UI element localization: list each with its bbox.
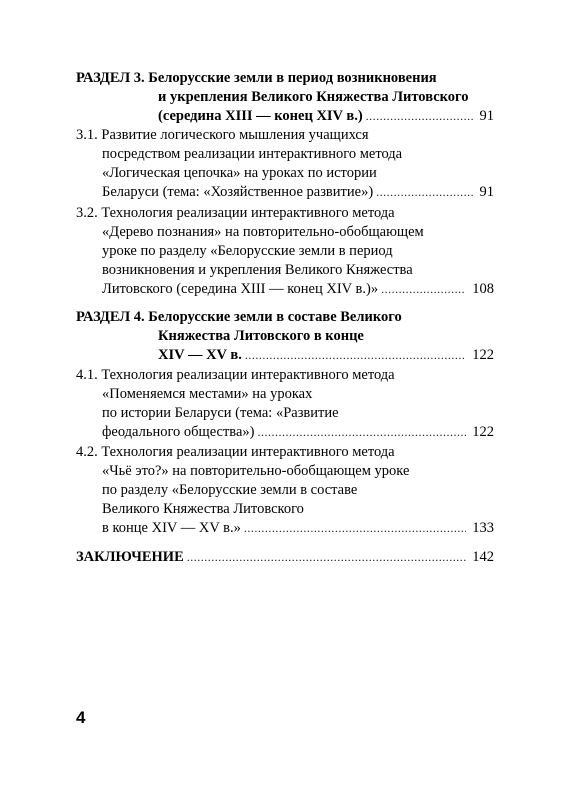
leader-dots [376, 183, 473, 202]
toc-item-4-1-line-3: по истории Беларуси (тема: «Развитие [102, 405, 339, 421]
toc-item-4-1-page: 122 [472, 424, 494, 440]
toc-item-4-1-line-2: «Поменяемся местами» на уроках [102, 386, 313, 402]
leader-dots [366, 107, 474, 126]
toc-item-3-1-line-3: «Логическая цепочка» на уроках по истории [102, 165, 377, 181]
toc-item-3-2-line-5: Литовского (середина XIII — конец XIV в.)» ..... 108 [102, 280, 494, 299]
leader-dots [245, 346, 466, 365]
toc-item-4-2-line-1: 4.2. Технология реализации интерактивного метода [76, 444, 395, 460]
toc-item-3-2-line-2: «Дерево познания» на повторительно-обобщающем [102, 224, 424, 240]
toc-section-3-line-2: и укрепления Великого Княжества Литовского [158, 89, 469, 105]
toc-item-4-2-line-4: Великого Княжества Литовского [102, 501, 304, 517]
toc-item-4-2-line-3: по разделу «Белорусские земли в составе [102, 482, 358, 498]
leader-dots [187, 548, 466, 567]
toc-item-3-2-page: 108 [472, 281, 494, 297]
toc-conclusion-page: 142 [472, 549, 494, 565]
toc-item-3-1-page: 91 [479, 184, 494, 200]
toc-item-4-2-page: 133 [472, 520, 494, 536]
toc-section-3-line-1: РАЗДЕЛ 3. Белорусские земли в период возникновения [76, 70, 437, 86]
toc-section-3-line-3: (середина XIII — конец XIV в.) ..... 91 [158, 107, 494, 126]
toc-item-3-1-line-2: посредством реализации интерактивного метода [102, 146, 403, 162]
toc-section-4-line-2: Княжества Литовского в конце [158, 328, 364, 344]
toc-section-3-page: 91 [479, 108, 494, 124]
toc-item-4-1-line-4: феодального общества») ..... 122 [102, 423, 494, 442]
toc-item-3-1-line-4: Беларуси (тема: «Хозяйственное развитие») ..... 91 [102, 183, 494, 202]
toc-section-4-line-1: РАЗДЕЛ 4. Белорусские земли в составе Великого [76, 309, 402, 325]
toc-item-3-2-line-4: возникновения и укрепления Великого Княжества [102, 262, 413, 278]
leader-dots [257, 423, 466, 442]
toc-section-4-line-3: XIV — XV в. ..... 122 [158, 346, 494, 365]
toc-item-4-2-line-2: «Чьё это?» на повторительно-обобщающем уроке [102, 463, 410, 479]
toc-item-3-1-line-1: 3.1. Развитие логического мышления учащихся [76, 127, 369, 143]
toc-conclusion: ЗАКЛЮЧЕНИЕ ..... 142 [76, 548, 494, 567]
toc-section-4-page: 122 [472, 347, 494, 363]
page-number: 4 [76, 708, 86, 727]
toc-item-4-2-line-5: в конце XIV — XV в.» ..... 133 [102, 519, 494, 538]
toc-item-3-2-line-1: 3.2. Технология реализации интерактивного метода [76, 205, 395, 221]
leader-dots [244, 519, 466, 538]
toc-item-4-1-line-1: 4.1. Технология реализации интерактивного метода [76, 367, 395, 383]
toc-item-3-2-line-3: уроке по разделу «Белорусские земли в период [102, 243, 393, 259]
leader-dots [381, 280, 466, 299]
